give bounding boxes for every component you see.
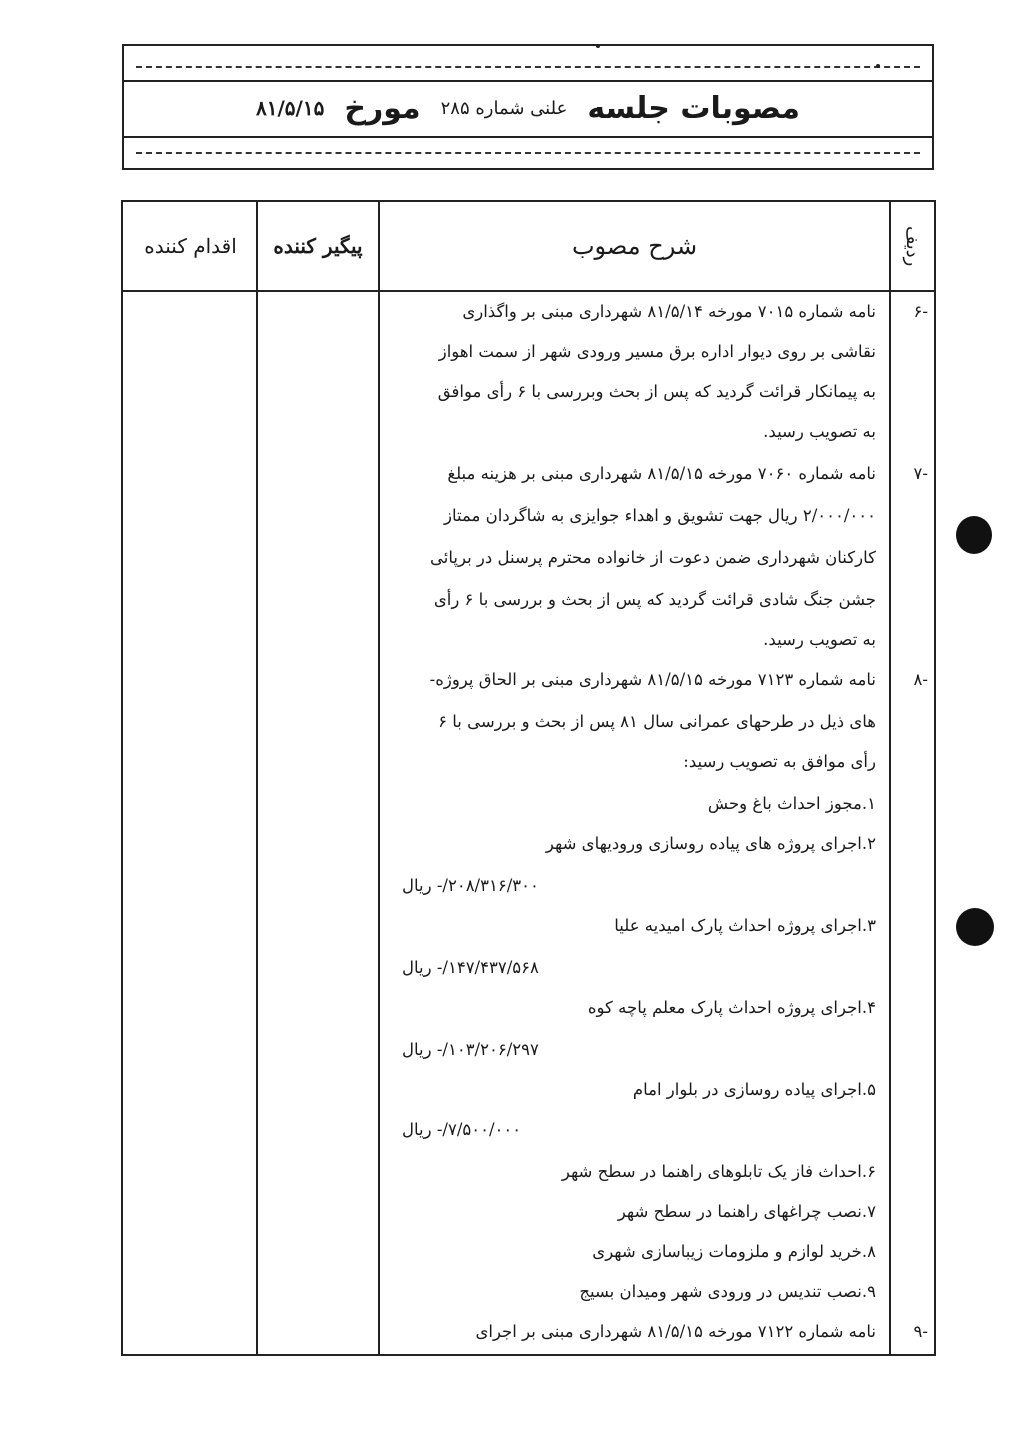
list-item [380,824,934,864]
scan-mark [876,64,880,68]
text-line [380,620,934,660]
text-line [380,702,934,742]
item-label: ۱.مجوز احداث باغ وحش [707,794,876,813]
table-row-8 [380,660,934,700]
text-line [380,538,934,578]
row-text: به تصویب رسید. [763,422,876,441]
row-number: -۹ [913,1322,928,1341]
item-amount-line [380,866,934,906]
punch-hole [956,908,994,946]
dashed-divider [136,152,920,154]
item-amount: ۷/۵۰۰/۰۰۰/- ریال [402,1120,522,1139]
row-text: های ذیل در طرحهای عمرانی سال ۸۱ پس از بحث و بررسی با ۶ [438,712,876,731]
item-label: ۹.نصب تندیس در ورودی شهر ومیدان بسیج [579,1282,876,1301]
row-text: ۲/۰۰۰/۰۰۰ ریال جهت تشویق و اهداء جوایزی به شاگردان ممتاز [444,506,876,525]
text-line [380,742,934,782]
row-text: جشن جنگ شادی قرائت گردید که پس از بحث و بررسی با ۶ رأی [433,590,876,609]
item-amount: ۱۰۳/۲۰۶/۲۹۷/- ریال [402,1040,539,1059]
date-label: مورخ [344,90,421,126]
column-header-follower: پیگیر کننده [273,234,363,258]
table-row-6 [380,292,934,332]
list-item [380,1272,934,1312]
session-number: علنی شماره ۲۸۵ [440,97,568,119]
item-amount-line [380,948,934,988]
document-title: مصوبات جلسه [587,90,800,126]
scan-mark [596,44,600,48]
item-label: ۷.نصب چراغهای راهنما در سطح شهر [617,1202,876,1221]
item-label: ۸.خرید لوازم و ملزومات زیباسازی شهری [592,1242,876,1261]
item-amount-line [380,1110,934,1150]
list-item [380,1192,934,1232]
row-text: نامه شماره ۷۱۲۲ مورخه ۸۱/۵/۱۵ شهرداری مبنی بر اجرای [475,1322,876,1341]
item-label: ۴.اجرای پروژه احداث پارک معلم پاچه کوه [587,998,876,1017]
text-line [380,372,934,412]
row-text: نامه شماره ۷۱۲۳ مورخه ۸۱/۵/۱۵ شهرداری مبنی بر الحاق پروژه- [429,670,876,689]
item-label: ۵.اجرای پیاده روسازی در بلوار امام [632,1080,876,1099]
item-amount: ۲۰۸/۳۱۶/۳۰۰/- ریال [402,876,539,895]
punch-hole [956,516,992,554]
row-text: نامه شماره ۷۰۶۰ مورخه ۸۱/۵/۱۵ شهرداری مبنی بر هزینه مبلغ [447,464,876,483]
row-text: به تصویب رسید. [763,630,876,649]
list-item [380,1152,934,1192]
item-label: ۳.اجرای پروژه احداث پارک امیدیه علیا [614,916,876,935]
list-item [380,988,934,1028]
text-line [380,580,934,620]
header-title-row [124,82,932,134]
text-line [380,332,934,372]
header-box [122,44,934,170]
item-label: ۲.اجرای پروژه های پیاده روسازی ورودیهای شهر [545,834,876,853]
list-item [380,906,934,946]
column-divider [256,202,258,1354]
row-text: به پیمانکار قرائت گردید که پس از بحث وبررسی با ۶ رأی موافق [437,382,876,401]
table-row-7 [380,454,934,494]
text-line [380,412,934,452]
resolutions-table [121,200,936,1356]
item-label: ۶.احداث فاز یک تابلوهای راهنما در سطح شهر [561,1162,876,1181]
dashed-divider [136,66,920,68]
row-text: نقاشی بر روی دیوار اداره برق مسیر ورودی شهر از سمت اهواز [438,342,876,361]
list-item [380,1070,934,1110]
session-date: ۸۱/۵/۱۵ [256,96,325,120]
row-text: رأی موافق به تصویب رسید: [683,752,876,771]
column-header-row: ردیف [902,225,923,267]
text-line [380,496,934,536]
header-rule [124,136,932,138]
table-row-9 [380,1312,934,1352]
column-header-action: اقدام کننده [144,234,237,258]
column-header-description: شرح مصوب [571,232,698,260]
row-number: -۷ [913,464,928,483]
table-body [380,292,934,1352]
item-amount-line [380,1030,934,1070]
row-number: -۸ [913,670,928,689]
row-text: نامه شماره ۷۰۱۵ مورخه ۸۱/۵/۱۴ شهرداری مبنی بر واگذاری [462,302,876,321]
row-number: -۶ [913,302,928,321]
row-text: کارکنان شهرداری ضمن دعوت از خانواده محترم پرسنل در برپائی [430,548,876,567]
item-amount: ۱۴۷/۴۳۷/۵۶۸/- ریال [402,958,539,977]
list-item [380,1232,934,1272]
list-item [380,784,934,824]
